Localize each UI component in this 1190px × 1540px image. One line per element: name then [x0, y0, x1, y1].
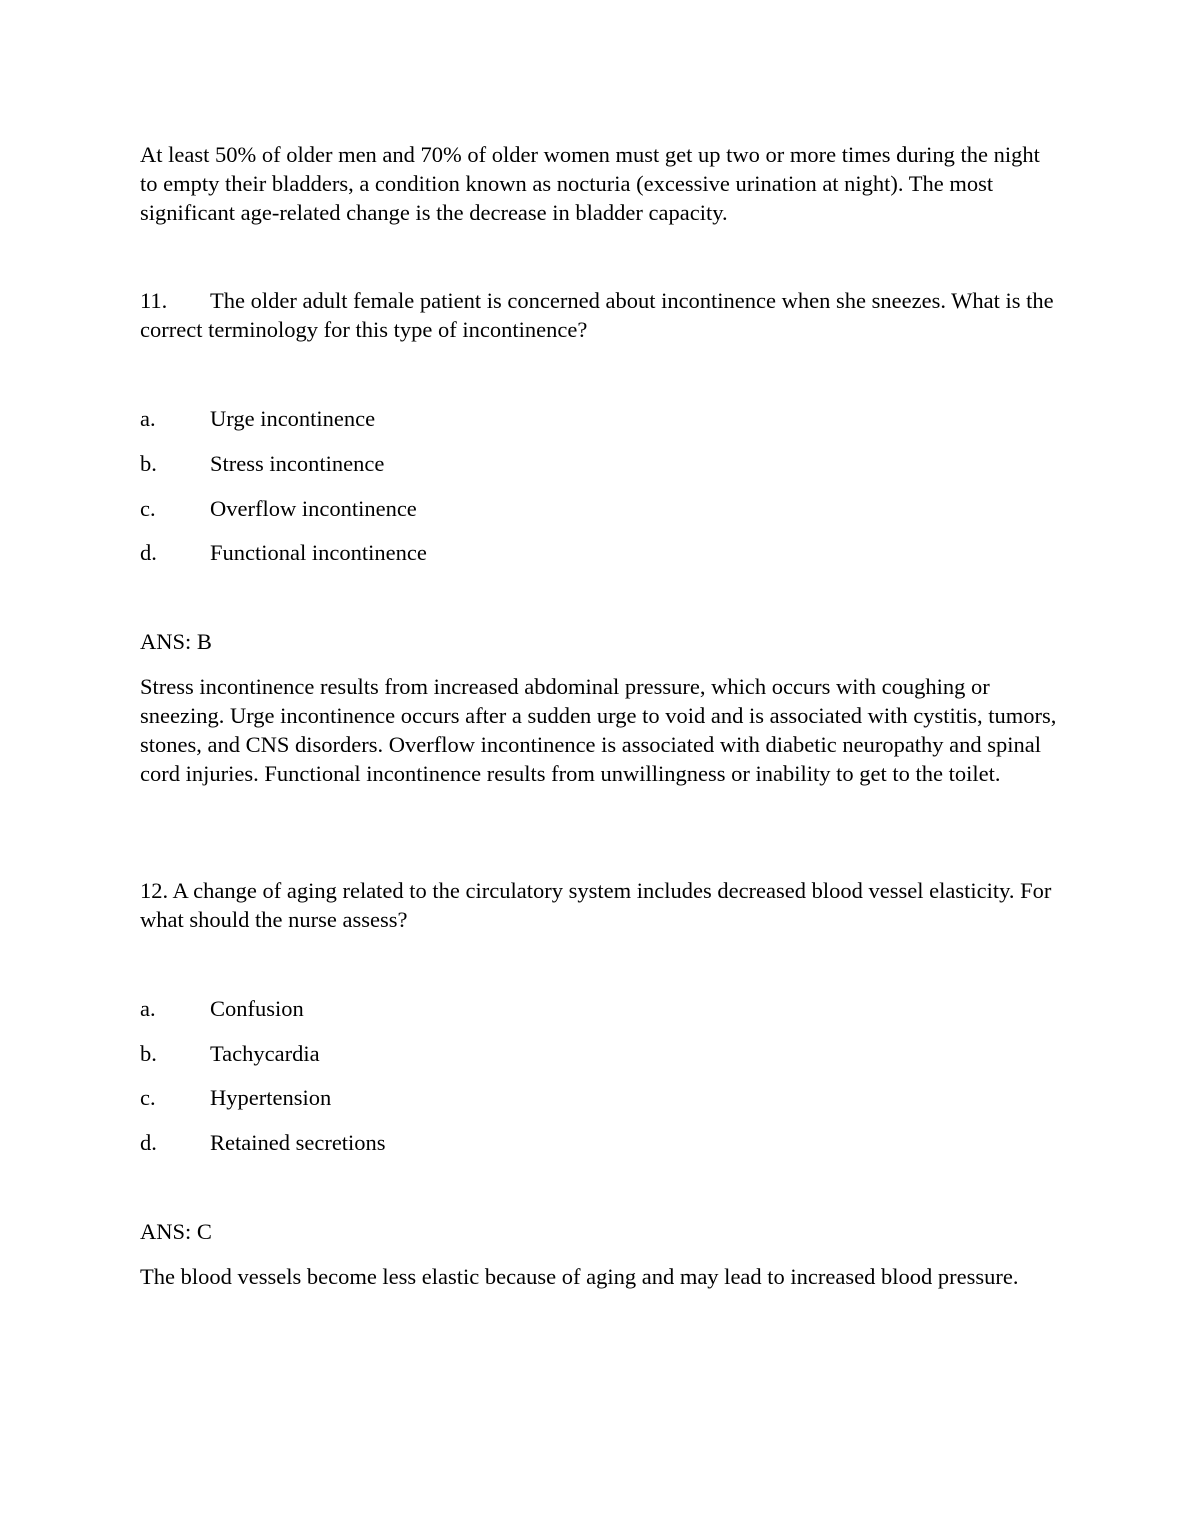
question-12-option-d — [140, 1128, 386, 1157]
option-text: Functional incontinence — [210, 540, 427, 565]
question-12-text: A change of aging related to the circulatory system includes decreased blood vessel elasticity. For what should the nurse assess? — [140, 878, 1052, 932]
question-12-option-a — [140, 994, 304, 1023]
option-letter: c. — [140, 1085, 156, 1110]
option-letter: b. — [140, 451, 157, 476]
question-11-text: The older adult female patient is concerned about incontinence when she sneezes. What is the correct terminology for this type of incontinence? — [140, 288, 1054, 342]
option-text: Hypertension — [210, 1085, 332, 1110]
option-letter: c. — [140, 496, 156, 521]
question-11-option-a — [140, 404, 375, 433]
question-11-option-c — [140, 494, 417, 523]
option-letter: d. — [140, 540, 157, 565]
question-12-answer: ANS: C — [140, 1219, 212, 1244]
question-11-option-d — [140, 538, 427, 567]
option-text: Urge incontinence — [210, 406, 376, 431]
option-text: Overflow incontinence — [210, 496, 417, 521]
question-11-option-b — [140, 449, 384, 478]
option-letter: a. — [140, 406, 156, 431]
question-11 — [140, 286, 1060, 344]
question-12-number: 12. — [140, 878, 169, 903]
option-text: Stress incontinence — [210, 451, 385, 476]
question-11-number: 11. — [140, 288, 168, 313]
option-text: Tachycardia — [210, 1041, 320, 1066]
option-text: Retained secretions — [210, 1130, 386, 1155]
question-12-rationale: The blood vessels become less elastic because of aging and may lead to increased blood pressure. — [140, 1264, 1019, 1289]
option-letter: d. — [140, 1130, 157, 1155]
question-11-rationale: Stress incontinence results from increased abdominal pressure, which occurs with coughing or sneezing. Urge incontinence occurs after a sudden urge to void and is associated with cystitis, tumors, stones, and CNS disorders. Overflow incontinence is associated with diabetic neuropathy and spinal cord injuries. Functional incontinence results from unwillingness or inability to get to the toilet. — [140, 674, 1057, 786]
intro-text: At least 50% of older men and 70% of older women must get up two or more times during the night to empty their bladders, a condition known as nocturia (excessive urination at night). The most significant age-related change is the decrease in bladder capacity. — [140, 142, 1040, 225]
question-12 — [140, 876, 1060, 934]
option-letter: a. — [140, 996, 156, 1021]
option-text: Confusion — [210, 996, 304, 1021]
question-12-option-b — [140, 1039, 320, 1068]
intro-paragraph — [140, 140, 1060, 227]
option-letter: b. — [140, 1041, 157, 1066]
question-11-answer: ANS: B — [140, 629, 212, 654]
question-12-option-c — [140, 1083, 331, 1112]
